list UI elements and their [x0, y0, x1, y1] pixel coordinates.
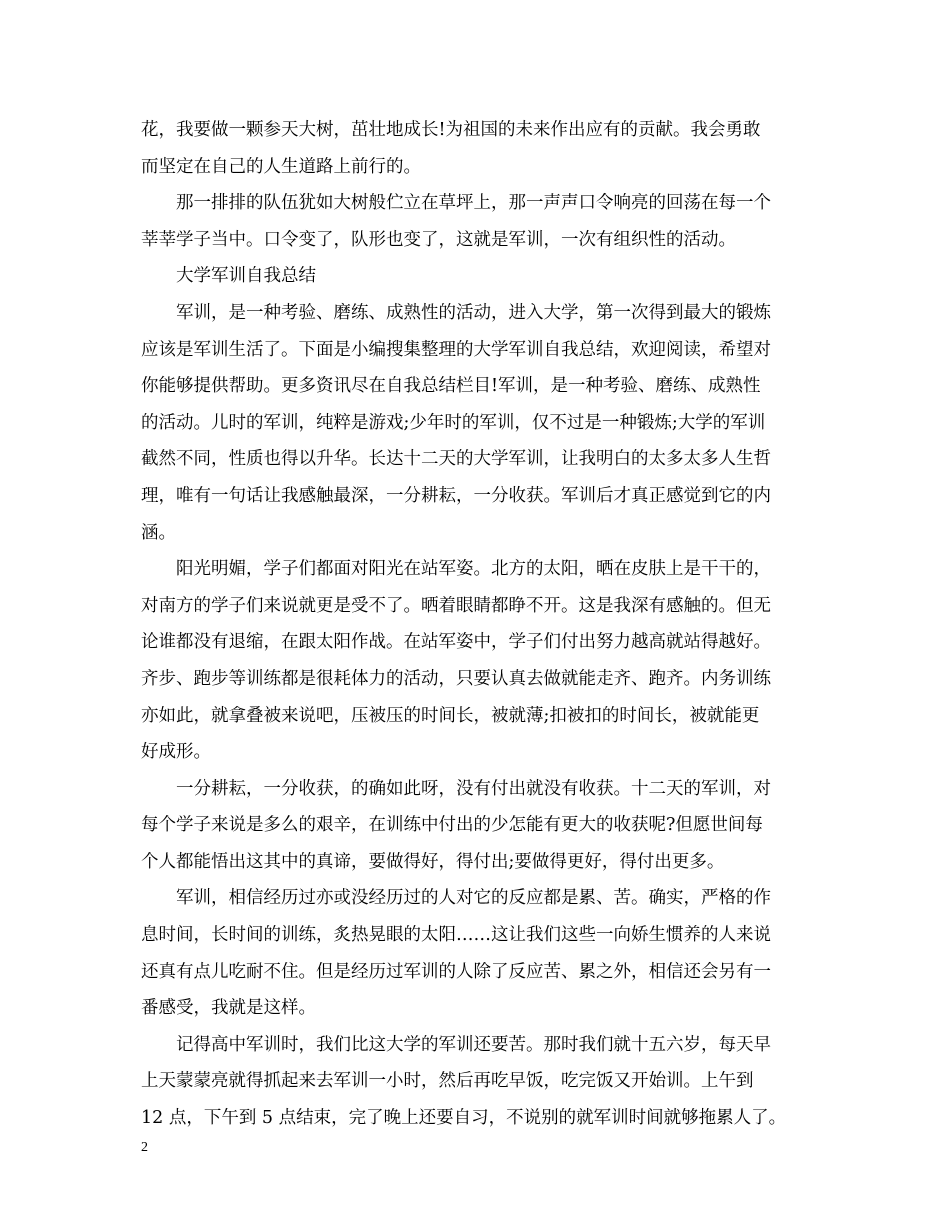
- text-line: 军训，相信经历过亦或没经历过的人对它的反应都是累、苦。确实，严格的作: [176, 888, 771, 909]
- text-line: 记得高中军训时，我们比这大学的军训还要苦。那时我们就十五六岁，每天早: [176, 1034, 771, 1055]
- text-line: 对南方的学子们来说就更是受不了。晒着眼睛都睁不开。这是我深有感触的。但无: [141, 595, 771, 616]
- text-line: 大学军训自我总结: [176, 266, 316, 287]
- text-line: 花，我要做一颗参天大树，茁壮地成长!为祖国的未来作出应有的贡献。我会勇敢: [141, 120, 761, 140]
- text-line: 莘莘学子当中。口令变了，队形也变了，这就是军训，一次有组织性的活动。: [141, 229, 736, 250]
- page-number: 2: [141, 1140, 148, 1155]
- text-line: 而坚定在自己的人生道路上前行的。: [141, 156, 421, 177]
- text-line: 亦如此，就拿叠被来说吧，压被压的时间长，被就薄;扣被扣的时间长，被就能更: [141, 705, 760, 726]
- text-line: 那一排排的队伍犹如大树般伫立在草坪上，那一声声口令响亮的回荡在每一个: [176, 193, 771, 214]
- text-line: 好成形。: [141, 742, 211, 763]
- text-line: 个人都能悟出这其中的真谛，要做得好，得付出;要做得更好，得付出更多。: [141, 851, 725, 872]
- text-line: 涵。: [141, 522, 176, 543]
- text-line: 还真有点儿吃耐不住。但是经历过军训的人除了反应苦、累之外，相信还会另有一: [141, 961, 771, 982]
- text-line: 军训，是一种考验、磨练、成熟性的活动，进入大学，第一次得到最大的锻炼: [176, 302, 771, 323]
- text-line: 息时间，长时间的训练，炙热晃眼的太阳……这让我们这些一向娇生惯养的人来说: [141, 925, 771, 946]
- text-line: 每个学子来说是多么的艰辛，在训练中付出的少怎能有更大的收获呢?但愿世间每: [141, 815, 763, 836]
- text-line: 齐步、跑步等训练都是很耗体力的活动，只要认真去做就能走齐、跑齐。内务训练: [141, 668, 771, 689]
- text-line: 论谁都没有退缩，在跟太阳作战。在站军姿中，学子们付出努力越高就站得越好。: [141, 632, 771, 653]
- body-text: [141, 112, 826, 1137]
- text-line: 的活动。儿时的军训，纯粹是游戏;少年时的军训，仅不过是一种锻炼;大学的军训: [141, 412, 766, 433]
- text-line: 理，唯有一句话让我感触最深，一分耕耘，一分收获。军训后才真正感觉到它的内: [141, 485, 771, 506]
- text-line: 12 点，下午到 5 点结束，完了晚上还要自习，不说别的就军训时间就够拖累人了。: [141, 1108, 787, 1129]
- text-line: 应该是军训生活了。下面是小编搜集整理的大学军训自我总结，欢迎阅读，希望对: [141, 339, 771, 360]
- text-line: 截然不同，性质也得以升华。长达十二天的大学军训，让我明白的太多太多人生哲: [141, 449, 771, 470]
- text-line: 番感受，我就是这样。: [141, 998, 316, 1019]
- text-line: 一分耕耘，一分收获，的确如此呀，没有付出就没有收获。十二天的军训，对: [176, 778, 771, 799]
- text-line: 你能够提供帮助。更多资讯尽在自我总结栏目!军训，是一种考验、磨练、成熟性: [141, 376, 761, 397]
- text-line: 上天蒙蒙亮就得抓起来去军训一小时，然后再吃早饭，吃完饭又开始训。上午到: [141, 1071, 754, 1092]
- text-line: 阳光明媚，学子们都面对阳光在站军姿。北方的太阳，晒在皮肤上是干干的，: [176, 559, 771, 580]
